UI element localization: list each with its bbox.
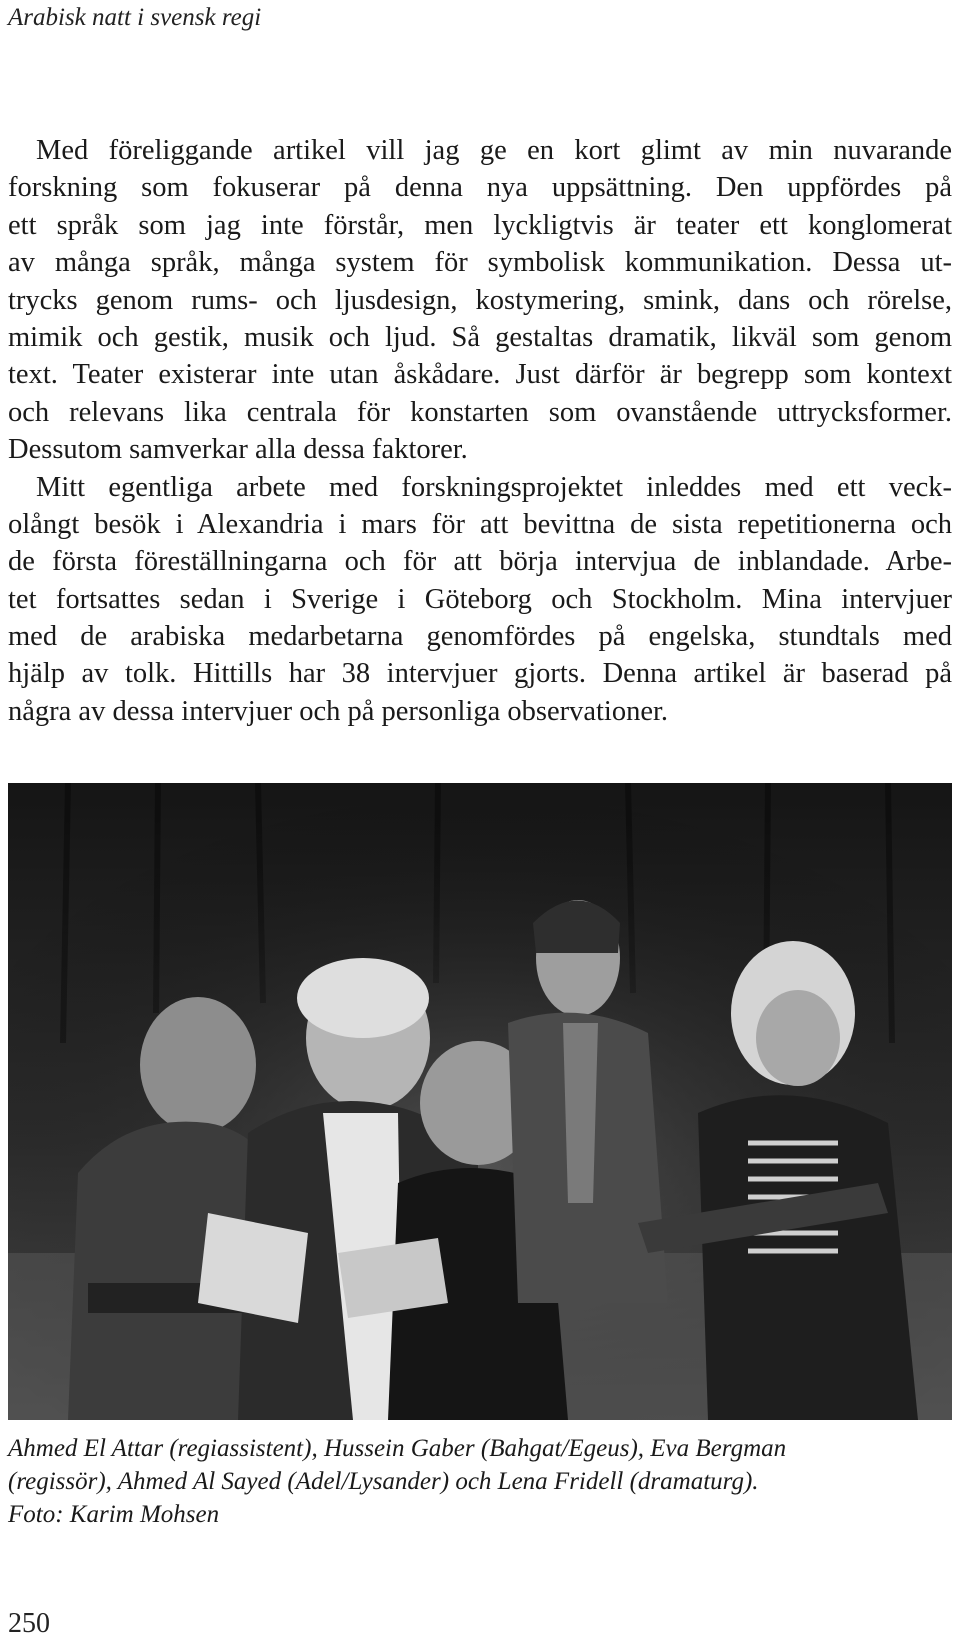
text-line: trycks genom rums- och ljusdesign, kostymering, smink, dans och rörelse, bbox=[8, 284, 952, 316]
rehearsal-photo bbox=[8, 783, 952, 1420]
text-line: några av dessa intervjuer och på personliga observationer. bbox=[8, 695, 669, 727]
text-line: text. Teater existerar inte utan åskådare. Just därför är begrepp som kontext bbox=[8, 359, 952, 391]
caption-line: (regissör), Ahmed Al Sayed (Adel/Lysander) och Lena Fridell (dramaturg). bbox=[8, 1468, 759, 1495]
page-number: 250 bbox=[8, 1608, 50, 1639]
paragraph-1 bbox=[8, 132, 952, 469]
text-line: och relevans lika centrala för konstarten som ovanstående uttrycksformer. bbox=[8, 396, 952, 428]
text-line: forskning som fokuserar på denna nya uppsättning. Den uppfördes på bbox=[8, 172, 952, 204]
text-line: Med föreliggande artikel vill jag ge en kort glimt av min nuvarande bbox=[36, 135, 952, 166]
text-line: Mitt egentliga arbete med forskningsprojektet inleddes med ett veck- bbox=[36, 471, 952, 503]
caption-line: Ahmed El Attar (regiassistent), Hussein Gaber (Bahgat/Egeus), Eva Bergman bbox=[8, 1435, 787, 1462]
text-line: av många språk, många system för symbolisk kommunikation. Dessa ut- bbox=[8, 247, 952, 279]
text-line: mimik och gestik, musik och ljud. Så gestaltas dramatik, likväl som genom bbox=[8, 321, 952, 353]
body-text bbox=[8, 132, 952, 730]
rehearsal-photo-illustration bbox=[8, 783, 952, 1420]
text-line: olångt besök i Alexandria i mars för att bevittna de sista repetitionerna och bbox=[8, 508, 952, 540]
text-line: de första föreställningarna och för att börja intervjua de inblandade. Arbe- bbox=[8, 546, 952, 578]
running-head: Arabisk natt i svensk regi bbox=[8, 4, 262, 31]
text-line: tet fortsattes sedan i Sverige i Göteborg och Stockholm. Mina intervjuer bbox=[8, 583, 952, 615]
text-line: hjälp av tolk. Hittills har 38 intervjuer gjorts. Denna artikel är baserad på bbox=[8, 658, 952, 690]
text-line: ett språk som jag inte förstår, men lyckligtvis är teater ett konglomerat bbox=[8, 209, 952, 241]
caption-photo-credit: Foto: Karim Mohsen bbox=[8, 1501, 220, 1528]
text-line: med de arabiska medarbetarna genomfördes på engelska, stundtals med bbox=[8, 621, 952, 653]
paragraph-2 bbox=[8, 469, 952, 731]
text-line: Dessutom samverkar alla dessa faktorer. bbox=[8, 434, 468, 466]
photo-caption bbox=[8, 1432, 952, 1531]
